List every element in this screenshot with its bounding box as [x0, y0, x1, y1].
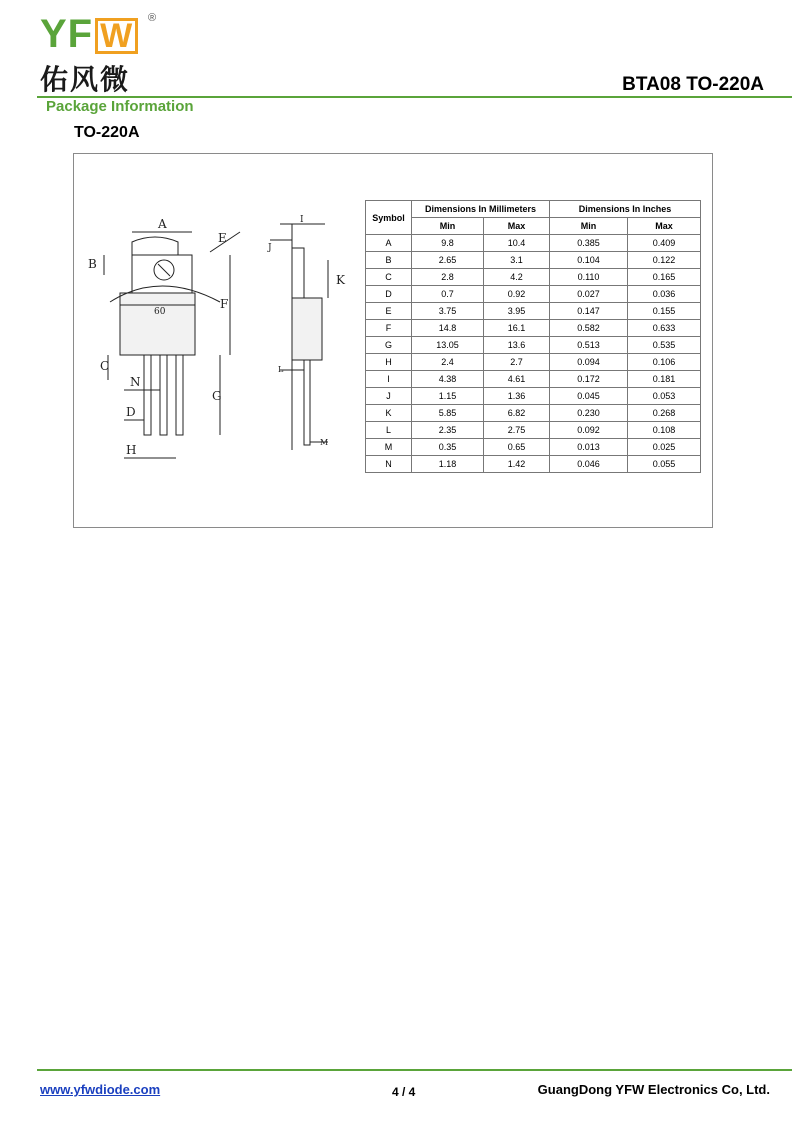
cell-symbol: B: [366, 252, 412, 269]
dim-label-angle: 60: [154, 307, 166, 317]
cell-symbol: K: [366, 405, 412, 422]
cell-in-max: 0.535: [628, 337, 701, 354]
package-drawing: [80, 210, 360, 470]
cell-mm-max: 2.7: [484, 354, 550, 371]
table-row: [366, 388, 701, 405]
dim-label-d: D: [126, 405, 136, 419]
dim-label-j: J: [268, 243, 272, 253]
document-title: BTA08 TO-220A: [622, 74, 764, 95]
cell-mm-max: 0.92: [484, 286, 550, 303]
dim-label-h: H: [126, 443, 137, 457]
mm-max-header: Max: [484, 218, 550, 235]
cell-mm-min: 1.15: [412, 388, 484, 405]
cell-symbol: H: [366, 354, 412, 371]
cell-in-max: 0.633: [628, 320, 701, 337]
mm-min-header: Min: [412, 218, 484, 235]
cell-in-max: 0.055: [628, 456, 701, 473]
cell-mm-max: 1.36: [484, 388, 550, 405]
table-row: [366, 371, 701, 388]
dimensions-table-body: [366, 235, 701, 473]
table-row: [366, 303, 701, 320]
table-row: [366, 354, 701, 371]
cell-symbol: I: [366, 371, 412, 388]
cell-mm-min: 14.8: [412, 320, 484, 337]
cell-mm-max: 3.95: [484, 303, 550, 320]
in-min-header: Min: [550, 218, 628, 235]
cell-in-min: 0.385: [550, 235, 628, 252]
dim-label-m: M: [320, 438, 329, 447]
table-row: [366, 337, 701, 354]
registered-mark: ®: [148, 12, 157, 24]
table-row: [366, 320, 701, 337]
logo-chinese-name: 佑风微: [40, 63, 131, 96]
cell-mm-max: 10.4: [484, 235, 550, 252]
cell-mm-max: 4.61: [484, 371, 550, 388]
cell-symbol: G: [366, 337, 412, 354]
cell-mm-min: 2.8: [412, 269, 484, 286]
table-row: [366, 269, 701, 286]
symbol-header: Symbol: [366, 201, 412, 235]
cell-in-min: 0.094: [550, 354, 628, 371]
cell-in-max: 0.409: [628, 235, 701, 252]
cell-in-min: 0.172: [550, 371, 628, 388]
cell-mm-max: 13.6: [484, 337, 550, 354]
cell-in-max: 0.181: [628, 371, 701, 388]
cell-in-min: 0.045: [550, 388, 628, 405]
section-title: Package Information: [46, 98, 194, 115]
cell-in-min: 0.092: [550, 422, 628, 439]
logo-w-box: W: [95, 18, 138, 54]
cell-in-min: 0.027: [550, 286, 628, 303]
cell-symbol: F: [366, 320, 412, 337]
page-number: 4 / 4: [392, 1085, 416, 1099]
cell-in-max: 0.155: [628, 303, 701, 320]
table-row: [366, 422, 701, 439]
dim-label-k: K: [336, 273, 345, 287]
cell-in-min: 0.046: [550, 456, 628, 473]
cell-mm-min: 0.35: [412, 439, 484, 456]
cell-in-max: 0.053: [628, 388, 701, 405]
table-subheader-row: [366, 218, 701, 235]
dimensions-table: [365, 200, 701, 473]
dim-label-c: C: [100, 359, 110, 373]
cell-mm-min: 2.4: [412, 354, 484, 371]
cell-in-max: 0.106: [628, 354, 701, 371]
dim-label-n: N: [130, 375, 141, 389]
table-header-row: [366, 201, 701, 218]
cell-in-max: 0.036: [628, 286, 701, 303]
table-row: [366, 235, 701, 252]
dim-label-g: G: [212, 389, 222, 403]
dim-label-b: B: [88, 257, 97, 271]
company-logo: [40, 12, 170, 96]
cell-mm-min: 5.85: [412, 405, 484, 422]
cell-in-min: 0.147: [550, 303, 628, 320]
cell-mm-min: 13.05: [412, 337, 484, 354]
cell-in-min: 0.230: [550, 405, 628, 422]
cell-mm-max: 16.1: [484, 320, 550, 337]
dim-label-l: L: [278, 365, 284, 374]
cell-in-max: 0.122: [628, 252, 701, 269]
table-row: [366, 456, 701, 473]
cell-symbol: D: [366, 286, 412, 303]
cell-mm-min: 3.75: [412, 303, 484, 320]
cell-mm-max: 2.75: [484, 422, 550, 439]
cell-symbol: L: [366, 422, 412, 439]
cell-mm-max: 4.2: [484, 269, 550, 286]
table-row: [366, 252, 701, 269]
cell-in-min: 0.104: [550, 252, 628, 269]
cell-mm-max: 0.65: [484, 439, 550, 456]
cell-mm-min: 1.18: [412, 456, 484, 473]
logo-latin: YF W: [40, 12, 138, 56]
dim-label-i: I: [300, 215, 304, 225]
table-row: [366, 405, 701, 422]
cell-in-max: 0.268: [628, 405, 701, 422]
cell-symbol: E: [366, 303, 412, 320]
cell-mm-max: 1.42: [484, 456, 550, 473]
table-row: [366, 439, 701, 456]
in-max-header: Max: [628, 218, 701, 235]
table-row: [366, 286, 701, 303]
company-name: GuangDong YFW Electronics Co, Ltd.: [537, 1082, 770, 1097]
cell-mm-min: 4.38: [412, 371, 484, 388]
footer-divider: [37, 1069, 792, 1071]
cell-mm-min: 2.35: [412, 422, 484, 439]
cell-symbol: N: [366, 456, 412, 473]
cell-symbol: C: [366, 269, 412, 286]
cell-in-max: 0.108: [628, 422, 701, 439]
cell-in-max: 0.025: [628, 439, 701, 456]
dim-label-e: E: [218, 231, 227, 245]
cell-mm-min: 2.65: [412, 252, 484, 269]
cell-in-min: 0.110: [550, 269, 628, 286]
cell-mm-max: 6.82: [484, 405, 550, 422]
package-name: TO-220A: [74, 124, 140, 141]
cell-in-max: 0.165: [628, 269, 701, 286]
website-link[interactable]: www.yfwdiode.com: [40, 1082, 161, 1097]
cell-symbol: A: [366, 235, 412, 252]
cell-mm-max: 3.1: [484, 252, 550, 269]
cell-in-min: 0.582: [550, 320, 628, 337]
dim-label-f: F: [220, 297, 229, 311]
cell-mm-min: 0.7: [412, 286, 484, 303]
cell-in-min: 0.013: [550, 439, 628, 456]
dim-label-a: A: [158, 217, 167, 231]
inches-header: Dimensions In Inches: [550, 201, 701, 218]
cell-symbol: M: [366, 439, 412, 456]
cell-in-min: 0.513: [550, 337, 628, 354]
millimeters-header: Dimensions In Millimeters: [412, 201, 550, 218]
cell-mm-min: 9.8: [412, 235, 484, 252]
cell-symbol: J: [366, 388, 412, 405]
